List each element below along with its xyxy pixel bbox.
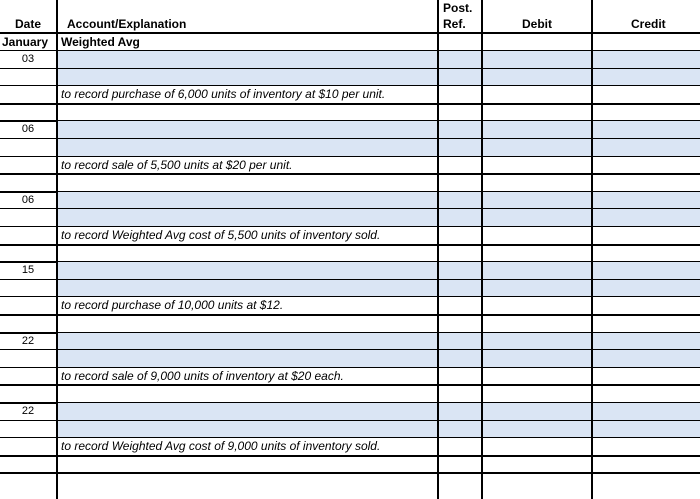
input-cell[interactable] — [57, 139, 437, 156]
input-cell[interactable] — [57, 121, 437, 138]
journal-input-row[interactable] — [0, 192, 700, 209]
header-post-ref-line1: Post. — [443, 1, 473, 15]
entry-day: 22 — [21, 405, 35, 417]
input-cell[interactable] — [593, 333, 700, 350]
input-cell[interactable] — [439, 51, 481, 68]
input-cell[interactable] — [439, 333, 481, 350]
journal-input-row[interactable] — [0, 121, 700, 138]
input-cell[interactable] — [439, 192, 481, 209]
journal-input-row[interactable] — [0, 280, 700, 297]
entry-explanation: to record purchase of 10,000 units at $12. — [61, 298, 284, 313]
input-cell[interactable] — [439, 403, 481, 420]
input-cell[interactable] — [483, 280, 591, 297]
input-cell[interactable] — [593, 262, 700, 279]
input-cell[interactable] — [593, 139, 700, 156]
entry-day: 22 — [21, 334, 35, 347]
journal-input-row[interactable] — [0, 333, 700, 350]
input-cell[interactable] — [439, 209, 481, 226]
input-cell[interactable] — [483, 121, 591, 138]
input-cell[interactable] — [439, 350, 481, 367]
entry-explanation: to record purchase of 6,000 units of inventory at $10 per unit. — [61, 87, 386, 102]
input-cell[interactable] — [57, 350, 437, 367]
header-post-ref-line2: Ref. — [443, 17, 466, 31]
journal-row — [0, 368, 700, 385]
col-divider-account — [437, 0, 439, 499]
header-date: Date — [15, 17, 42, 31]
journal-input-row[interactable] — [0, 209, 700, 226]
journal-row — [0, 456, 700, 473]
input-cell[interactable] — [483, 262, 591, 279]
input-cell[interactable] — [483, 421, 591, 438]
col-divider-debit — [591, 0, 593, 499]
input-cell[interactable] — [593, 192, 700, 209]
input-cell[interactable] — [57, 51, 437, 68]
input-cell[interactable] — [57, 262, 437, 279]
journal-input-row[interactable] — [0, 139, 700, 156]
input-cell[interactable] — [483, 350, 591, 367]
entry-explanation: to record Weighted Avg cost of 9,000 units of inventory sold. — [61, 439, 381, 454]
input-cell[interactable] — [439, 262, 481, 279]
entry-day: 15 — [21, 264, 35, 277]
journal-row — [0, 438, 700, 455]
row-divider — [0, 472, 700, 474]
input-cell[interactable] — [593, 403, 700, 420]
journal-row — [0, 315, 700, 332]
input-cell[interactable] — [439, 280, 481, 297]
entry-day: 06 — [21, 123, 35, 136]
method-label: Weighted Avg — [61, 35, 140, 49]
input-cell[interactable] — [57, 192, 437, 209]
input-cell[interactable] — [483, 192, 591, 209]
entry-explanation: to record Weighted Avg cost of 5,500 units of inventory sold. — [61, 228, 381, 242]
input-cell[interactable] — [593, 421, 700, 438]
input-cell[interactable] — [439, 69, 481, 86]
input-cell[interactable] — [57, 403, 437, 420]
input-cell[interactable] — [483, 209, 591, 226]
input-cell[interactable] — [57, 421, 437, 438]
input-cell[interactable] — [593, 280, 700, 297]
input-cell[interactable] — [593, 209, 700, 226]
journal-row — [0, 157, 700, 174]
month-row — [0, 34, 700, 51]
journal-row — [0, 297, 700, 314]
col-divider-postref — [481, 0, 483, 499]
header-credit: Credit — [631, 17, 666, 31]
journal-row — [0, 385, 700, 402]
journal-row — [0, 227, 700, 244]
input-cell[interactable] — [593, 350, 700, 367]
header-debit: Debit — [522, 17, 552, 31]
input-cell[interactable] — [439, 139, 481, 156]
journal-input-row[interactable] — [0, 350, 700, 367]
journal-row — [0, 104, 700, 121]
entry-day: 03 — [21, 53, 35, 65]
input-cell[interactable] — [593, 121, 700, 138]
input-cell[interactable] — [593, 69, 700, 86]
journal-row — [0, 174, 700, 191]
journal-input-row[interactable] — [0, 262, 700, 279]
input-cell[interactable] — [57, 280, 437, 297]
journal-input-row[interactable] — [0, 51, 700, 68]
input-cell[interactable] — [439, 421, 481, 438]
journal-input-row[interactable] — [0, 421, 700, 438]
input-cell[interactable] — [57, 333, 437, 350]
input-cell[interactable] — [483, 69, 591, 86]
journal-input-row[interactable] — [0, 69, 700, 86]
input-cell[interactable] — [483, 403, 591, 420]
input-cell[interactable] — [57, 209, 437, 226]
input-cell[interactable] — [483, 51, 591, 68]
month-label: January — [2, 35, 49, 49]
entry-day: 06 — [21, 193, 35, 206]
entry-explanation: to record sale of 9,000 units of inventory at $20 each. — [61, 368, 344, 383]
journal-row — [0, 86, 700, 103]
input-cell[interactable] — [483, 139, 591, 156]
header-account: Account/Explanation — [67, 17, 187, 31]
entry-explanation: to record sale of 5,500 units at $20 per unit. — [61, 157, 293, 172]
journal-input-row[interactable] — [0, 403, 700, 420]
input-cell[interactable] — [483, 333, 591, 350]
input-cell[interactable] — [439, 121, 481, 138]
input-cell[interactable] — [593, 51, 700, 68]
journal-row — [0, 245, 700, 262]
col-divider-date — [56, 0, 58, 499]
input-cell[interactable] — [57, 69, 437, 86]
